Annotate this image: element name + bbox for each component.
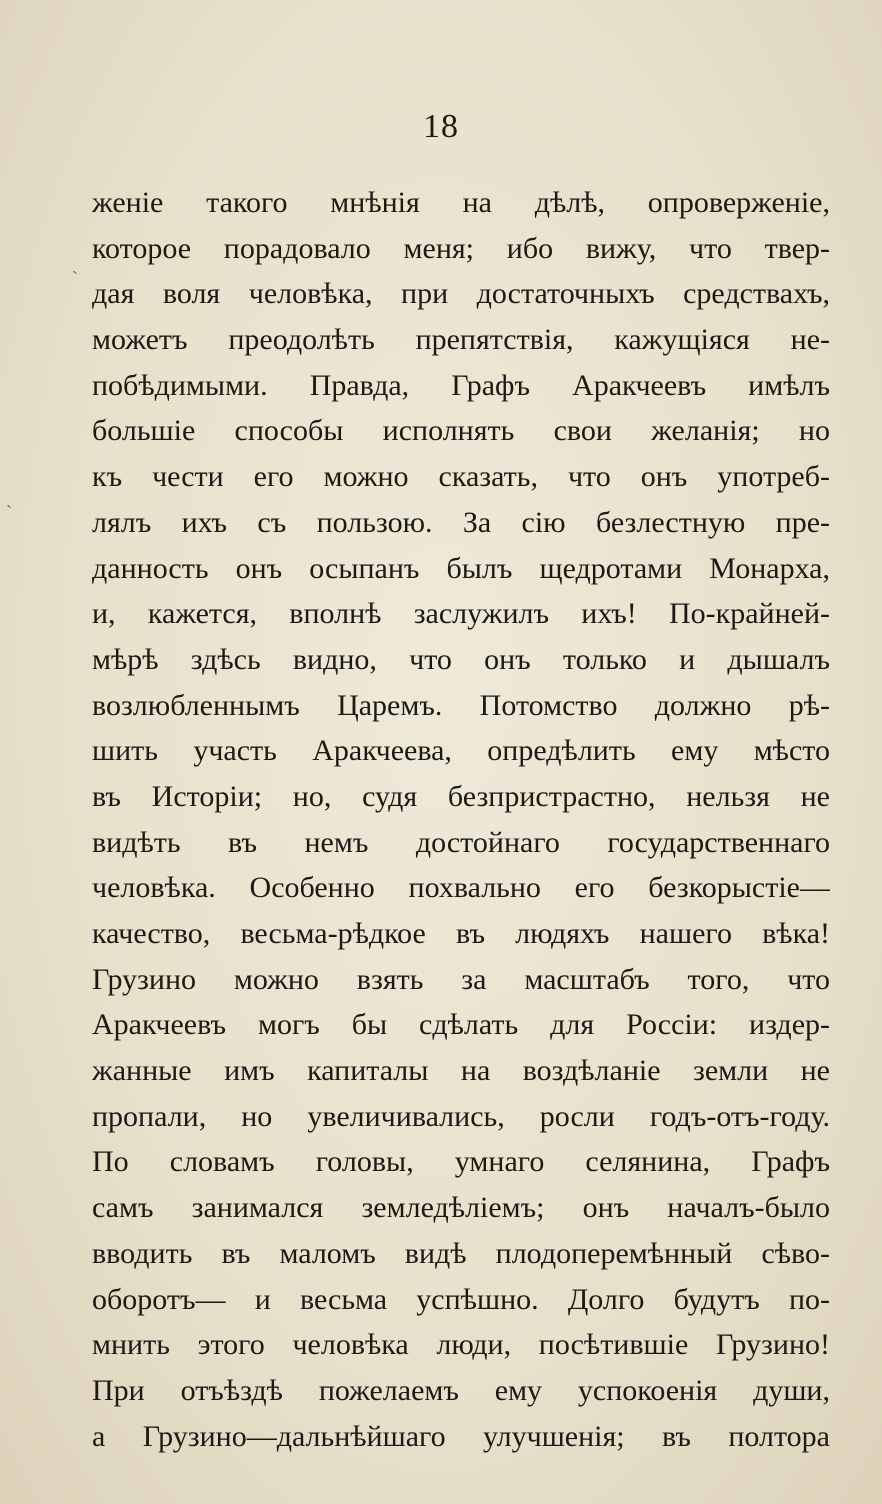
- text-line: видѣть въ немъ достойнаго государственнаго: [92, 825, 830, 859]
- text-line: женіе такого мнѣнія на дѣлѣ, опроверженіе,: [92, 186, 830, 219]
- text-line: въ Исторіи; но, судя безпристрастно, нельзя не: [92, 779, 830, 813]
- text-line: По словамъ головы, умнаго селянина, Графъ: [92, 1145, 830, 1179]
- text-line: дая воля человѣка, при достаточныхъ средствахъ,: [92, 277, 830, 311]
- text-line: вводить въ маломъ видѣ плодоперемѣнный сѣво-: [92, 1236, 830, 1270]
- text-line: мѣрѣ здѣсь видно, что онъ только и дышалъ: [92, 642, 830, 676]
- margin-mark: ˏ: [6, 488, 12, 509]
- text-line: Грузино можно взять за масштабъ того, что: [92, 962, 830, 996]
- text-line: которое порадовало меня; ибо вижу, что твер-: [92, 231, 830, 265]
- text-line: возлюбленнымъ Царемъ. Потомство должно рѣ-: [92, 688, 830, 722]
- text-line: и, кажется, вполнѣ заслужилъ ихъ! По-крайней-: [92, 597, 830, 631]
- text-line: При отъѣздѣ пожелаемъ ему успокоенія души,: [92, 1373, 830, 1407]
- text-line: мнить этого человѣка люди, посѣтившіе Грузино!: [92, 1328, 830, 1362]
- text-line: оборотъ— и весьма успѣшно. Долго будутъ по-: [92, 1282, 830, 1316]
- text-line: шить участь Аракчеева, опредѣлить ему мѣсто: [92, 734, 830, 768]
- text-line: данность онъ осыпанъ былъ щедротами Монарха,: [92, 551, 830, 585]
- margin-mark: ˏ: [72, 254, 78, 275]
- text-line: человѣка. Особенно похвально его безкорыстіе—: [92, 871, 830, 905]
- text-line: Аракчеевъ могъ бы сдѣлать для Россіи: издер-: [92, 1008, 830, 1042]
- body-text: [92, 180, 830, 1459]
- text-line: самъ занимался земледѣліемъ; онъ началъ-было: [92, 1191, 830, 1225]
- text-line: жанные имъ капиталы на воздѣланіе земли не: [92, 1054, 830, 1088]
- text-line: къ чести его можно сказать, что онъ употреб-: [92, 460, 830, 494]
- text-line: побѣдимыми. Правда, Графъ Аракчеевъ имѣлъ: [92, 368, 830, 402]
- text-line: а Грузино—дальнѣйшаго улучшенія; въ полтора: [92, 1419, 830, 1453]
- text-line: пропали, но увеличивались, росли годъ-отъ-году.: [92, 1099, 830, 1133]
- text-line: большіе способы исполнять свои желанія; но: [92, 414, 830, 448]
- text-line: лялъ ихъ съ пользою. За сію безлестную пре-: [92, 505, 830, 539]
- page-number: 18: [423, 108, 459, 145]
- text-line: можетъ преодолѣть препятствія, кажущіяся не-: [92, 323, 830, 357]
- text-line: качество, весьма-рѣдкое въ людяхъ нашего вѣка!: [92, 917, 830, 950]
